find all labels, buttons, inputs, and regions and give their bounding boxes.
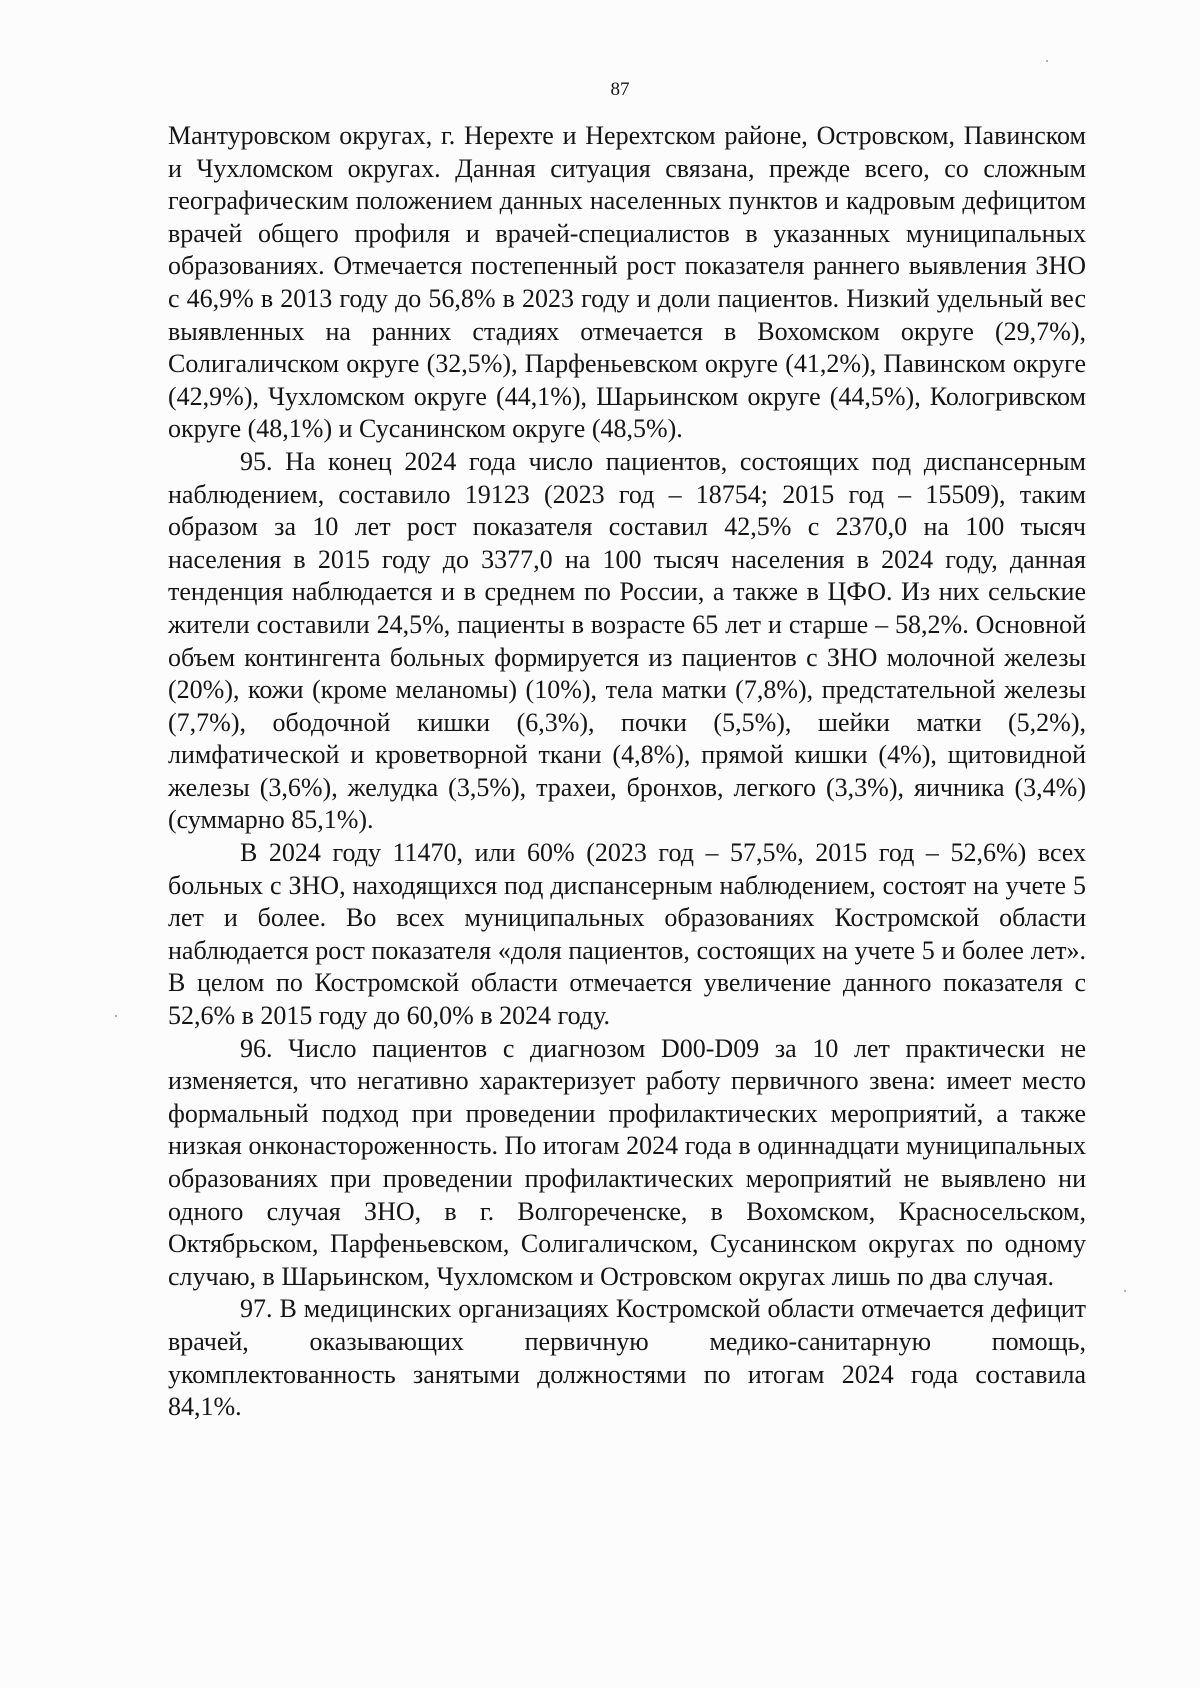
paragraph-continuation: Мантуровском округах, г. Нерехте и Нерехтском районе, Островском, Павинском и Чухломском округах. Данная ситуация связана, прежде всего, со сложным географическим положением данных населенных пунктов и кадровым дефицитом врачей общего профиля и врачей-специалистов в указанных муниципальных образованиях. Отмечается постепенный рост показателя раннего выявления ЗНО с 46,9% в 2013 году до 56,8% в 2023 году и доли пациентов. Низкий удельный вес выявленных на ранних стадиях отмечается в Вохомском округе (29,7%), Солигаличском округе (32,5%), Парфеньевском округе (41,2%), Павинском округе (42,9%), Чухломском округе (44,1%), Шарьинском округе (44,5%), Кологривском округе (48,1%) и Сусанинском округе (48,5%). (168, 121, 1086, 444)
page-number: 87 (610, 79, 630, 100)
scan-speck (115, 1015, 117, 1017)
paragraph-96: 96. Число пациентов с диагнозом D00-D09 за 10 лет практически не изменяется, что негативно характеризует работу первичного звена: имеет место формальный подход при проведении профилактических мероприятий, а также низкая онконастороженность. По итогам 2024 года в одиннадцати муниципальных образованиях при проведении профилактических мероприятий не выявлено ни одного случая ЗНО, в г. Волгореченске, в Вохомском, Красносельском, Октябрьском, Парфеньевском, Солигаличском, Сусанинском округах по одному случаю, в Шарьинском, Чухломском и Островском округах лишь по два случая. (168, 1033, 1086, 1291)
scan-speck (1124, 1290, 1126, 1292)
paragraph-97: 97. В медицинских организациях Костромской области отмечается дефицит врачей, оказывающих первичную медико-санитарную помощь, укомплектованность занятыми должностями по итогам 2024 года составила 84,1%. (168, 1294, 1086, 1422)
scan-speck (1046, 60, 1048, 62)
paragraph-95: 95. На конец 2024 года число пациентов, состоящих под диспансерным наблюдением, составило 19123 (2023 год – 18754; 2015 год – 15509), таким образом за 10 лет рост показателя составил 42,5% с 2370,0 на 100 тысяч населения в 2015 году до 3377,0 на 100 тысяч населения в 2024 году, данная тенденция наблюдается и в среднем по России, а также в ЦФО. Из них сельские жители составили 24,5%, пациенты в возрасте 65 лет и старше – 58,2%. Основной объем контингента больных формируется из пациентов с ЗНО молочной железы (20%), кожи (кроме меланомы) (10%), тела матки (7,8%), предстательной железы (7,7%), ободочной кишки (6,3%), почки (5,5%), шейки матки (5,2%), лимфатической и кроветворной ткани (4,8%), прямой кишки (4%), щитовидной железы (3,6%), желудка (3,5%), трахеи, бронхов, легкого (3,3%), яичника (3,4%) (суммарно 85,1%). (168, 446, 1086, 835)
paragraph-95-continued: В 2024 году 11470, или 60% (2023 год – 57,5%, 2015 год – 52,6%) всех больных с ЗНО, находящихся под диспансерным наблюдением, состоят на учете 5 лет и более. Во всех муниципальных образованиях Костромской области наблюдается рост показателя «доля пациентов, состоящих на учете 5 и более лет». В целом по Костромской области отмечается увеличение данного показателя с 52,6% в 2015 году до 60,0% в 2024 году. (168, 838, 1086, 1031)
document-body (168, 120, 1086, 1424)
